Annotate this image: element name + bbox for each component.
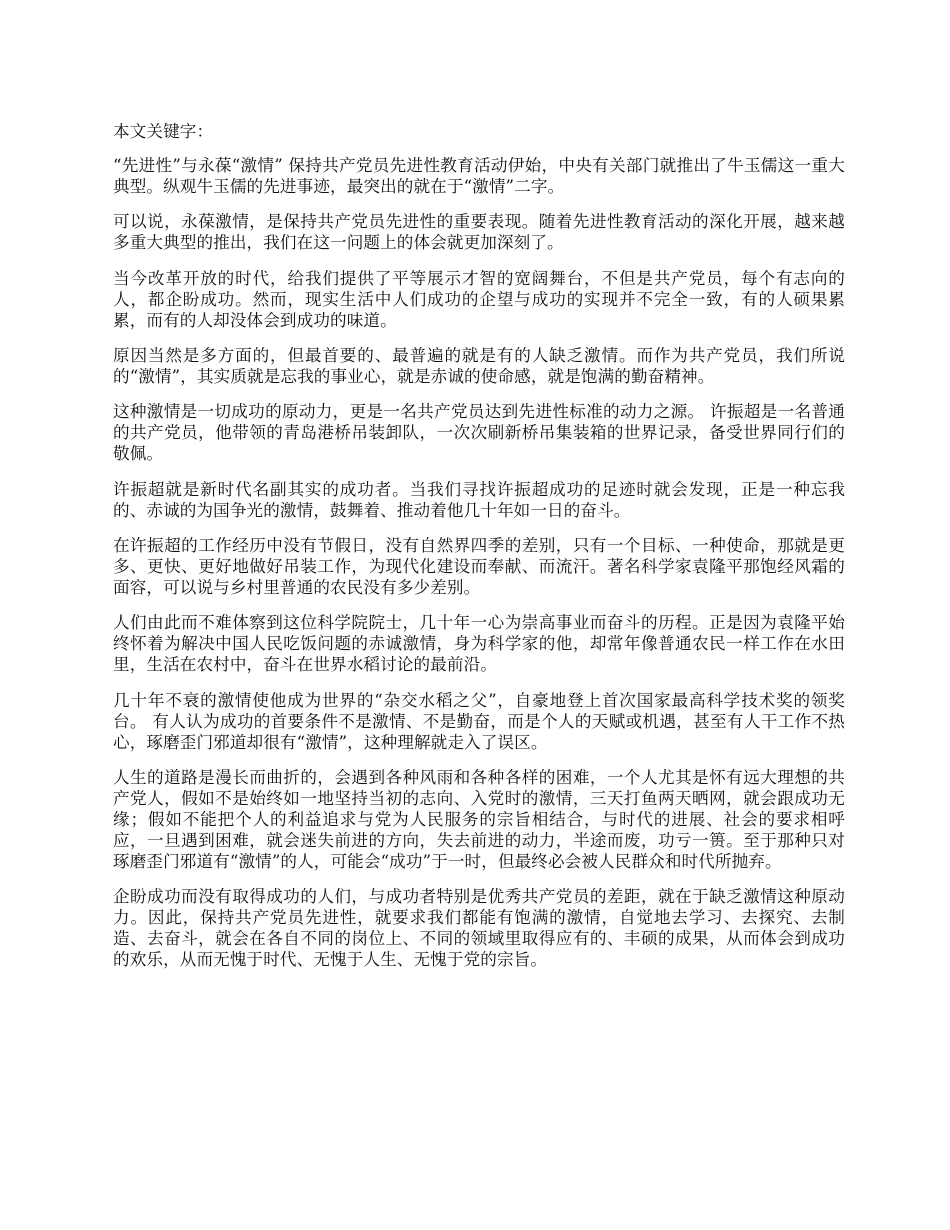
paragraph-2: 可以说，永葆激情，是保持共产党员先进性的重要表现。随着先进性教育活动的深化开展，越来越多重大典型的推出，我们在这一问题上的体会就更加深刻了。 xyxy=(113,212,845,253)
paragraph-9: 几十年不衰的激情使他成为世界的“杂交水稻之父”，自豪地登上首次国家最高科学技术奖的领奖台。 有人认为成功的首要条件不是激情、不是勤奋，而是个人的天赋或机遇，甚至有人干工作不热心，琢磨歪门邪道却很有“激情”，这种理解就走入了误区。 xyxy=(113,690,845,752)
paragraph-5: 这种激情是一切成功的原动力，更是一名共产党员达到先进性标准的动力之源。 许振超是一名普通的共产党员，他带领的青岛港桥吊装卸队，一次次刷新桥吊集装箱的世界记录，备受世界同行们的敬佩。 xyxy=(113,402,845,464)
document-page xyxy=(113,122,845,985)
paragraph-11: 企盼成功而没有取得成功的人们，与成功者特别是优秀共产党员的差距，就在于缺乏激情这种原动力。因此，保持共产党员先进性，就要求我们都能有饱满的激情，自觉地去学习、去探究、去制造、去奋斗，就会在各自不同的岗位上、不同的领域里取得应有的、丰硕的成果，从而体会到成功的欢乐，从而无愧于时代、无愧于人生、无愧于党的宗旨。 xyxy=(113,887,845,969)
paragraph-10: 人生的道路是漫长而曲折的，会遇到各种风雨和各种各样的困难，一个人尤其是怀有远大理想的共产党人，假如不是始终如一地坚持当初的志向、入党时的激情，三天打鱼两天晒网，就会跟成功无缘；假如不能把个人的利益追求与党为人民服务的宗旨相结合，与时代的进展、社会的要求相呼应，一旦遇到困难，就会迷失前进的方向，失去前进的动力，半途而废，功亏一篑。至于那种只对琢磨歪门邪道有“激情”的人，可能会“成功”于一时，但最终必会被人民群众和时代所抛弃。 xyxy=(113,768,845,871)
paragraph-4: 原因当然是多方面的，但最首要的、最普遍的就是有的人缺乏激情。而作为共产党员，我们所说的“激情”，其实质就是忘我的事业心，就是赤诚的使命感，就是饱满的勤奋精神。 xyxy=(113,346,845,386)
paragraph-6: 许振超就是新时代名副其实的成功者。当我们寻找许振超成功的足迹时就会发现，正是一种忘我的、赤诚的为国争光的激情，鼓舞着、推动着他几十年如一日的奋斗。 xyxy=(113,479,845,520)
paragraph-3: 当今改革开放的时代，给我们提供了平等展示才智的宽阔舞台，不但是共产党员，每个有志向的人，都企盼成功。然而，现实生活中人们成功的企望与成功的实现并不完全一致，有的人硕果累累，而有的人却没体会到成功的味道。 xyxy=(113,268,845,330)
keywords-label: 本文关键字： xyxy=(113,122,214,141)
paragraph-7: 在许振超的工作经历中没有节假日，没有自然界四季的差别，只有一个目标、一种使命，那就是更多、更快、更好地做好吊装工作，为现代化建设而奉献、而流汗。著名科学家袁隆平那饱经风霜的面容，可以说与乡村里普通的农民没有多少差别。 xyxy=(113,536,845,597)
paragraph-8: 人们由此而不难体察到这位科学院院士，几十年一心为崇高事业而奋斗的历程。正是因为袁隆平始终怀着为解决中国人民吃饭问题的赤诚激情，身为科学家的他，却常年像普通农民一样工作在水田里，生活在农村中，奋斗在世界水稻讨论的最前沿。 xyxy=(113,613,845,675)
paragraph-1: “先进性”与永葆“激情” 保持共产党员先进性教育活动伊始，中央有关部门就推出了牛玉儒这一重大典型。纵观牛玉儒的先进事迹，最突出的就在于“激情”二字。 xyxy=(113,155,845,196)
